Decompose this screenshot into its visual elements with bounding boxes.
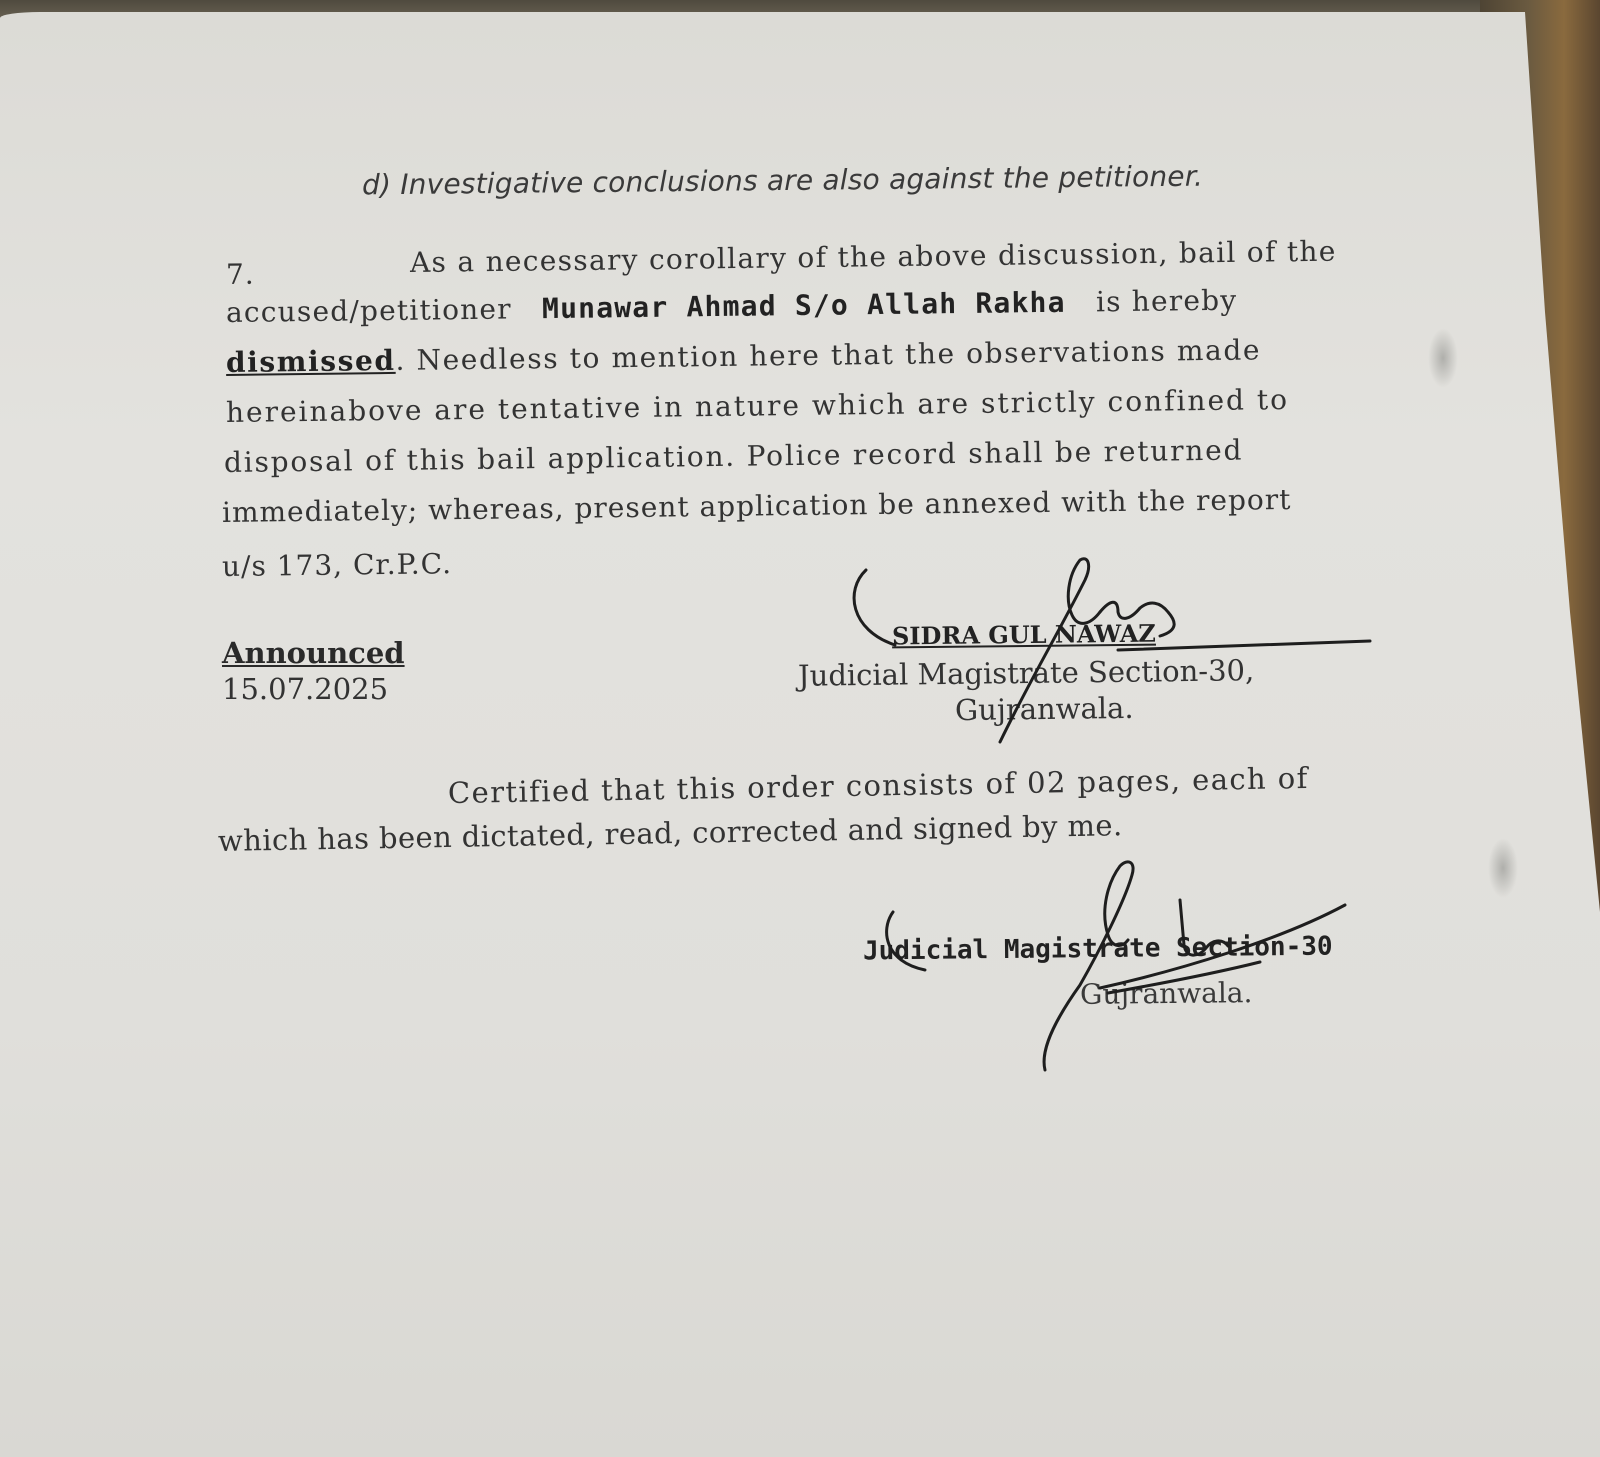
paragraph-line-6: immediately; whereas, present application be annexed with the report (221, 482, 1292, 529)
certification-line-1: Certified that this order consists of 02 pages, each of (447, 760, 1309, 810)
magistrate-city: Gujranwala. (954, 690, 1134, 728)
verdict-dismissed: dismissed (225, 343, 396, 379)
magistrate-title: Judicial Magistrate Section-30, (797, 653, 1255, 693)
document-page (0, 12, 1600, 1457)
certification-signature-city: Gujranwala. (1079, 976, 1253, 1011)
item-d: d) Investigative conclusions are also against the petitioner. (361, 159, 1204, 202)
paragraph-number: 7. (225, 257, 255, 291)
announced-label: Announced (222, 636, 405, 670)
certification-signature-title: Judicial Magistrate Section-30 (862, 931, 1333, 967)
text-needless: . Needless to mention here that the observations made (395, 333, 1262, 377)
paragraph-line-1: As a necessary corollary of the above discussion, bail of the (409, 234, 1337, 279)
text-is-hereby: is hereby (1095, 283, 1238, 319)
staple-mark (1488, 838, 1518, 898)
paragraph-line-7: u/s 173, Cr.P.C. (221, 547, 453, 583)
magistrate-name: SIDRA GUL NAWAZ (891, 618, 1157, 651)
certification-line-2: which has been dictated, read, corrected and signed by me. (217, 808, 1123, 858)
text-accused-petitioner: accused/petitioner (225, 292, 512, 329)
accused-name: Munawar Ahmad S/o Allah Rakha (541, 285, 1066, 326)
paragraph-line-5: disposal of this bail application. Police record shall be returned (223, 433, 1244, 479)
paragraph-line-4: hereinabove are tentative in nature which are strictly confined to (225, 383, 1290, 429)
announced-date: 15.07.2025 (222, 672, 389, 706)
staple-mark (1428, 328, 1458, 388)
